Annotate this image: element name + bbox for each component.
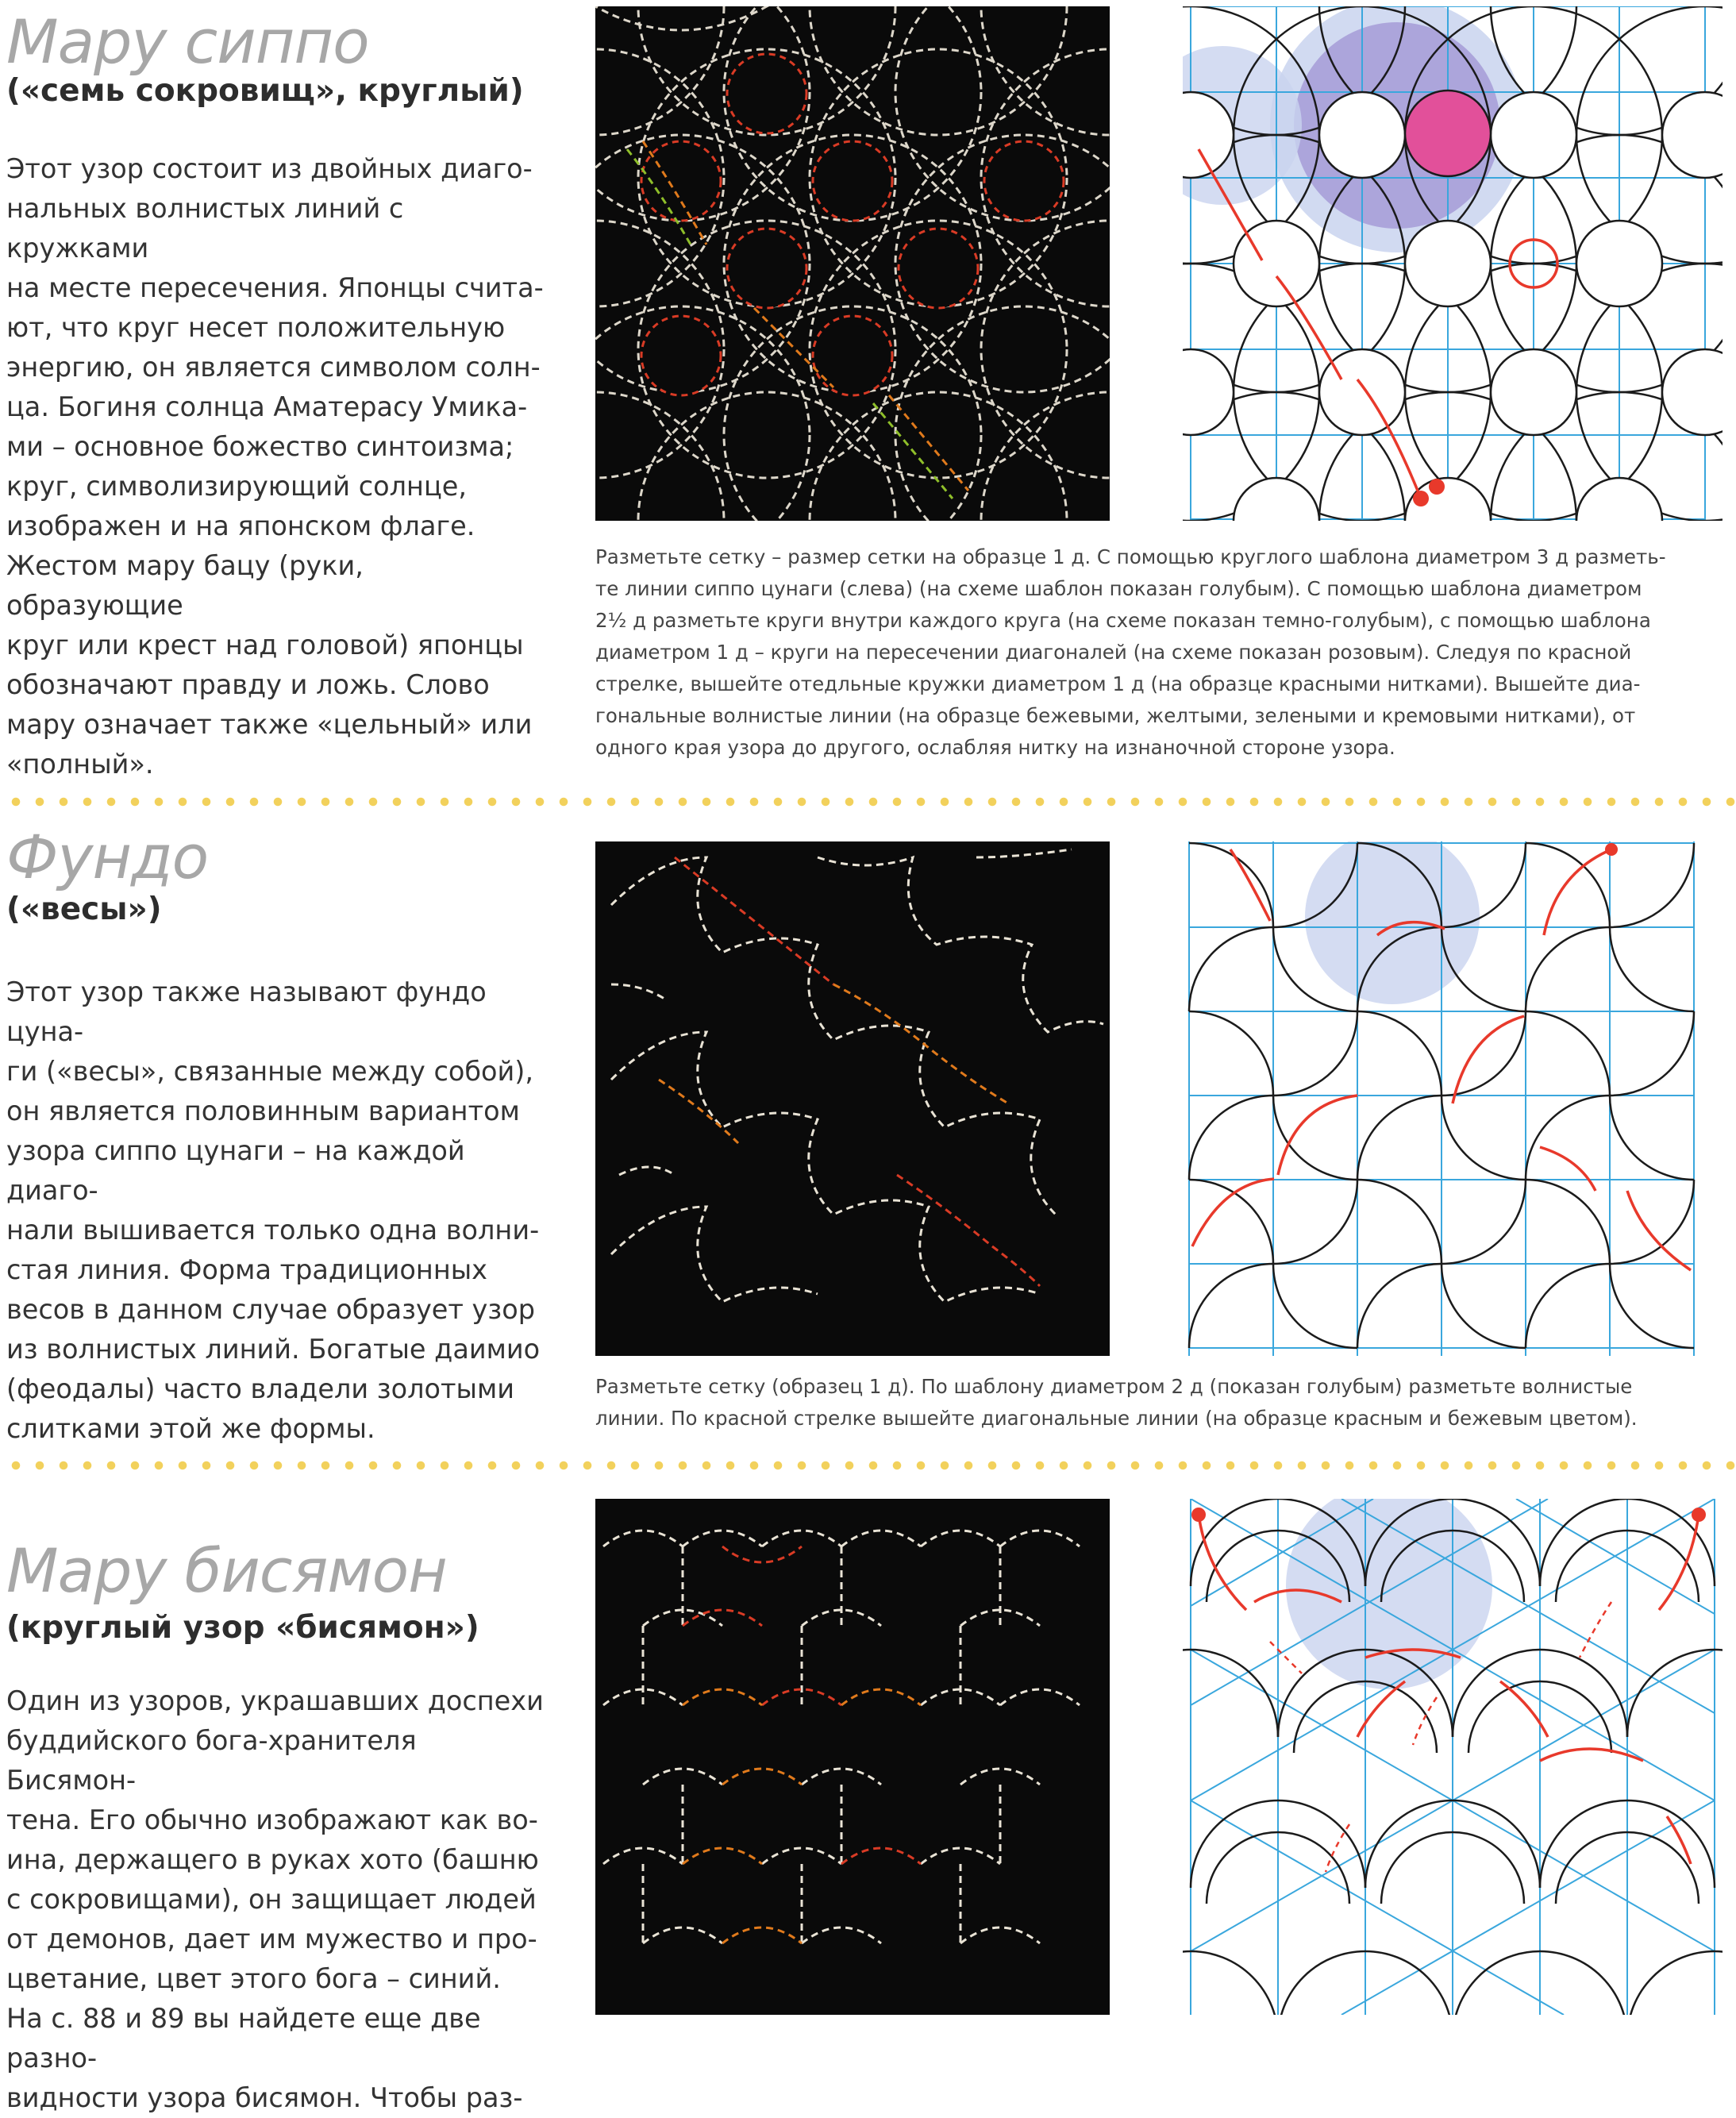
body-line: Этот узор также называют фундо цуна-: [6, 976, 487, 1047]
body-line: мару означает также «цельный» или: [6, 709, 533, 740]
section-subtitle: («семь сокровищ», круглый): [6, 73, 524, 109]
body-line: узора сиппо цунаги – на каждой диаго-: [6, 1135, 465, 1206]
body-line: он является половинным вариантом: [6, 1096, 520, 1126]
section-maru-bishamon: [0, 1485, 1736, 2113]
caption-line: те линии сиппо цунаги (слева) (на схеме шаблон показан голубым). С помощью шаблона диаметром: [595, 577, 1642, 600]
body-line: обозначают правду и ложь. Слово: [6, 669, 490, 700]
body-line: (феодалы) часто владели золотыми: [6, 1373, 515, 1404]
caption-line: линии. По красной стрелке вышейте диагональные линии (на образце красным и бежевым цветом).: [595, 1407, 1638, 1430]
body-line: видности узора бисямон. Чтобы раз-: [6, 2082, 523, 2113]
body-line: Этот узор состоит из двойных диаго-: [6, 153, 533, 184]
body-line: энергию, он является символом солн-: [6, 352, 541, 383]
section-fundo: [0, 822, 1736, 1449]
body-line: круг или крест над головой) японцы: [6, 630, 524, 660]
body-line: из волнистых линий. Богатые даимио: [6, 1334, 541, 1365]
body-line: нальных волнистых линий с кружками: [6, 193, 404, 264]
body-line: ина, держащего в руках хото (башню: [6, 1844, 539, 1875]
dotted-divider: [0, 1460, 1736, 1471]
body-line: слитками этой же формы.: [6, 1413, 375, 1444]
body-line: ца. Богиня солнца Аматерасу Умика-: [6, 391, 528, 422]
stitched-sample-photo: [595, 6, 1110, 521]
body-line: На с. 88 и 89 вы найдете еще две разно-: [6, 2003, 481, 2074]
shippo-stitch-illustration: [595, 6, 1110, 521]
section-body: [6, 149, 546, 784]
scheme-caption: [595, 541, 1730, 764]
section-title: Мару сиппо: [6, 6, 369, 77]
body-line: цветание, цвет этого бога – синий.: [6, 1963, 501, 1994]
caption-line: Разметьте сетку (образец 1 д). По шаблону диаметром 2 д (показан голубым) разметьте волнистые: [595, 1375, 1633, 1398]
section-body: [6, 972, 546, 1449]
caption-line: гональные волнистые линии (на образце бежевыми, желтыми, зелеными и кремовыми нитками), от: [595, 704, 1636, 727]
bishamon-scheme: [1183, 1499, 1723, 2015]
scheme-diagram: [1183, 841, 1723, 1356]
body-line: от демонов, дает им мужество и про-: [6, 1924, 537, 1954]
caption-line: стрелке, вышейте отедльные кружки диаметром 1 д (на образце красными нитками). Вышейте диа-: [595, 672, 1641, 695]
fundo-stitch-illustration: [595, 841, 1110, 1356]
fundo-scheme: [1183, 841, 1723, 1356]
body-line: изображен и на японском флаге.: [6, 510, 475, 541]
body-line: круг, символизирующий солнце,: [6, 471, 468, 502]
body-line: ют, что круг несет положительную: [6, 312, 506, 343]
body-line: ми – основное божество синтоизма;: [6, 431, 514, 462]
section-subtitle: (круглый узор «бисямон»): [6, 1610, 479, 1646]
body-line: нали вышивается только одна волни-: [6, 1215, 540, 1246]
dotted-divider: [0, 796, 1736, 807]
body-line: на месте пересечения. Японцы счита-: [6, 272, 544, 303]
section-title: Мару бисямон: [6, 1535, 447, 1606]
stitched-sample-photo: [595, 841, 1110, 1356]
body-line: Жестом мару бацу (руки, образующие: [6, 550, 364, 621]
body-line: стая линия. Форма традиционных: [6, 1254, 488, 1285]
body-line: весов в данном случае образует узор: [6, 1294, 535, 1325]
caption-line: Разметьте сетку – размер сетки на образце 1 д. С помощью круглого шаблона диаметром 3 д разметь-: [595, 545, 1666, 568]
stitched-sample-photo: [595, 1499, 1110, 2015]
body-line: тена. Его обычно изображают как во-: [6, 1804, 538, 1835]
body-line: Один из узоров, украшавших доспехи: [6, 1685, 544, 1716]
scheme-diagram: [1183, 1499, 1723, 2015]
scheme-caption: [595, 1371, 1730, 1434]
section-title: Фундо: [6, 822, 209, 892]
section-body: [6, 1681, 546, 2118]
section-subtitle: («весы»): [6, 891, 162, 927]
section-maru-shippo: [0, 0, 1736, 786]
bishamon-stitch-illustration: [595, 1499, 1110, 2015]
scheme-diagram: [1183, 6, 1723, 521]
caption-line: одного края узора до другого, ослабляя нитку на изнаночной стороне узора.: [595, 736, 1395, 759]
caption-line: 2½ д разметьте круги внутри каждого круга (на схеме показан темно-голубым), с помощью шаблона: [595, 609, 1651, 632]
body-line: буддийского бога-хранителя Бисямон-: [6, 1725, 417, 1796]
caption-line: диаметром 1 д – круги на пересечении диагоналей (на схеме показан розовым). Следуя по красной: [595, 641, 1632, 664]
body-line: ги («весы», связанные между собой),: [6, 1056, 534, 1087]
shippo-scheme: [1183, 6, 1723, 521]
body-line: «полный».: [6, 749, 154, 780]
body-line: с сокровищами), он защищает людей: [6, 1884, 537, 1915]
